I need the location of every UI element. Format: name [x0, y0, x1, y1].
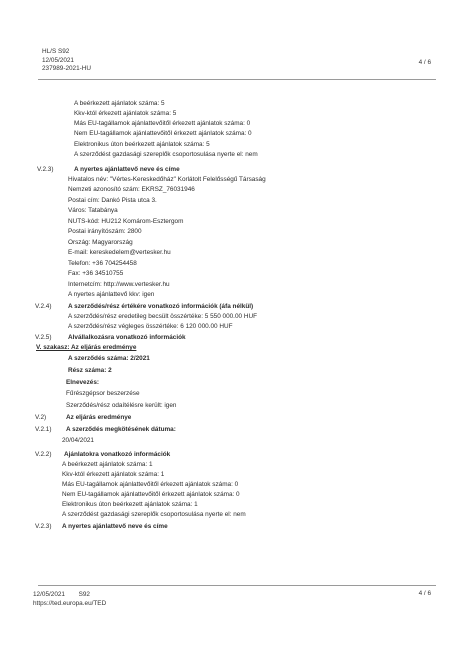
conclusion-date-heading: A szerződés megkötésének dátuma: [66, 426, 176, 433]
winner-sme: A nyertes ajánlattevő kkv: igen [68, 291, 155, 298]
tenders-group: A szerződést gazdasági szereplők csoportosulása nyerte el: nem [74, 151, 258, 158]
header-journal: HL/S S92 [42, 48, 70, 55]
section-number: V.2.3) [37, 166, 54, 173]
footer-code: S92 [78, 591, 90, 598]
conclusion-date: 20/04/2021 [62, 437, 94, 444]
winner-official-name: Hivatalos név: "Vértes-Kereskedőház" Korlátolt Felelősségű Társaság [68, 176, 266, 183]
header-date: 12/05/2021 [42, 56, 74, 64]
tenders-group: A szerződést gazdasági szereplők csoportosulása nyerte el: nem [62, 511, 246, 518]
winner-phone: Telefon: +36 704254458 [68, 260, 137, 267]
document-header [42, 48, 91, 74]
value-heading: A szerződés/rész értékére vonatkozó információk (áfa nélkül) [68, 303, 254, 310]
winner-heading: A nyertes ajánlattevő neve és címe [62, 523, 168, 530]
winner-email: E-mail: kereskedelem@vertesker.hu [68, 249, 171, 256]
footer-date: 12/05/2021 [33, 591, 65, 598]
award-heading: Az eljárás eredménye [66, 414, 132, 421]
winner-nuts: NUTS-kód: HU212 Komárom-Esztergom [68, 218, 184, 225]
winner-heading: A nyertes ajánlattevő neve és címe [74, 166, 180, 173]
footer-rule [38, 585, 436, 586]
header-notice-id: 237989-2021-HU [42, 65, 92, 73]
subcontracting-heading: Alvállalkozásra vonatkozó információk [68, 334, 186, 341]
section-number: V.2.4) [35, 303, 52, 310]
winner-postal-address: Postai cím: Dankó Pista utca 3. [68, 197, 157, 204]
lot-number: Rész száma: 2 [68, 367, 112, 374]
section-number: V.2.3) [35, 523, 52, 530]
tenders-eu: Más EU-tagállamok ajánlattevőitől érkezett ajánlatok száma: 0 [62, 481, 239, 488]
section-number: V.2.5) [35, 334, 52, 341]
header-page-number: 4 / 6 [418, 59, 431, 66]
value-final: A szerződés/rész végleges összértéke: 6 120 000.00 HUF [68, 323, 233, 330]
section-v-title: V. szakasz: Az eljárás eredménye [36, 344, 137, 351]
tenders-sme: Kkv-któl érkezett ajánlatok száma: 5 [74, 110, 177, 117]
tenders-electronic: Elektronikus úton beérkezett ajánlatok száma: 1 [62, 501, 198, 508]
tenders-received: A beérkezett ajánlatok száma: 1 [62, 461, 153, 468]
tenders-received: A beérkezett ajánlatok száma: 5 [74, 100, 165, 107]
winner-website: Internetcím: http://www.vertesker.hu [68, 281, 170, 288]
section-number: V.2) [35, 414, 47, 421]
footer-page-number: 4 / 6 [418, 590, 431, 597]
title-label: Elnevezés: [66, 379, 100, 386]
header-rule [38, 79, 436, 80]
tenders-heading: Ajánlatokra vonatkozó információk [64, 451, 171, 458]
winner-country: Ország: Magyarország [68, 239, 133, 246]
tenders-non-eu: Nem EU-tagállamok ajánlattevőitől érkezett ajánlatok száma: 0 [62, 491, 240, 498]
title-value: Fűrészgépsor beszerzése [66, 390, 140, 397]
winner-fax: Fax: +36 34510755 [68, 270, 124, 277]
tenders-eu: Más EU-tagállamok ajánlattevőitől érkezett ajánlatok száma: 0 [74, 120, 251, 127]
tenders-sme: Kkv-któl érkezett ajánlatok száma: 1 [62, 471, 165, 478]
contract-number: A szerződés száma: 2/2021 [68, 355, 150, 362]
tenders-non-eu: Nem EU-tagállamok ajánlattevőitől érkezett ajánlatok száma: 0 [74, 130, 252, 137]
award-status: Szerződés/rész odaítélésre került: igen [66, 402, 177, 409]
section-number: V.2.1) [35, 426, 52, 433]
winner-national-id: Nemzeti azonosító szám: EKRSZ_76031946 [68, 186, 195, 193]
value-estimated: A szerződés/rész eredetileg becsült összértéke: 5 550 000.00 HUF [68, 313, 257, 320]
footer-link[interactable]: https://ted.europa.eu/TED [33, 600, 107, 607]
section-number: V.2.2) [35, 451, 52, 458]
document-footer [33, 590, 106, 608]
winner-city: Város: Tatabánya [68, 207, 118, 214]
winner-postal-code: Postai irányítószám: 2800 [68, 228, 142, 235]
tenders-electronic: Elektronikus úton beérkezett ajánlatok száma: 5 [74, 141, 210, 148]
